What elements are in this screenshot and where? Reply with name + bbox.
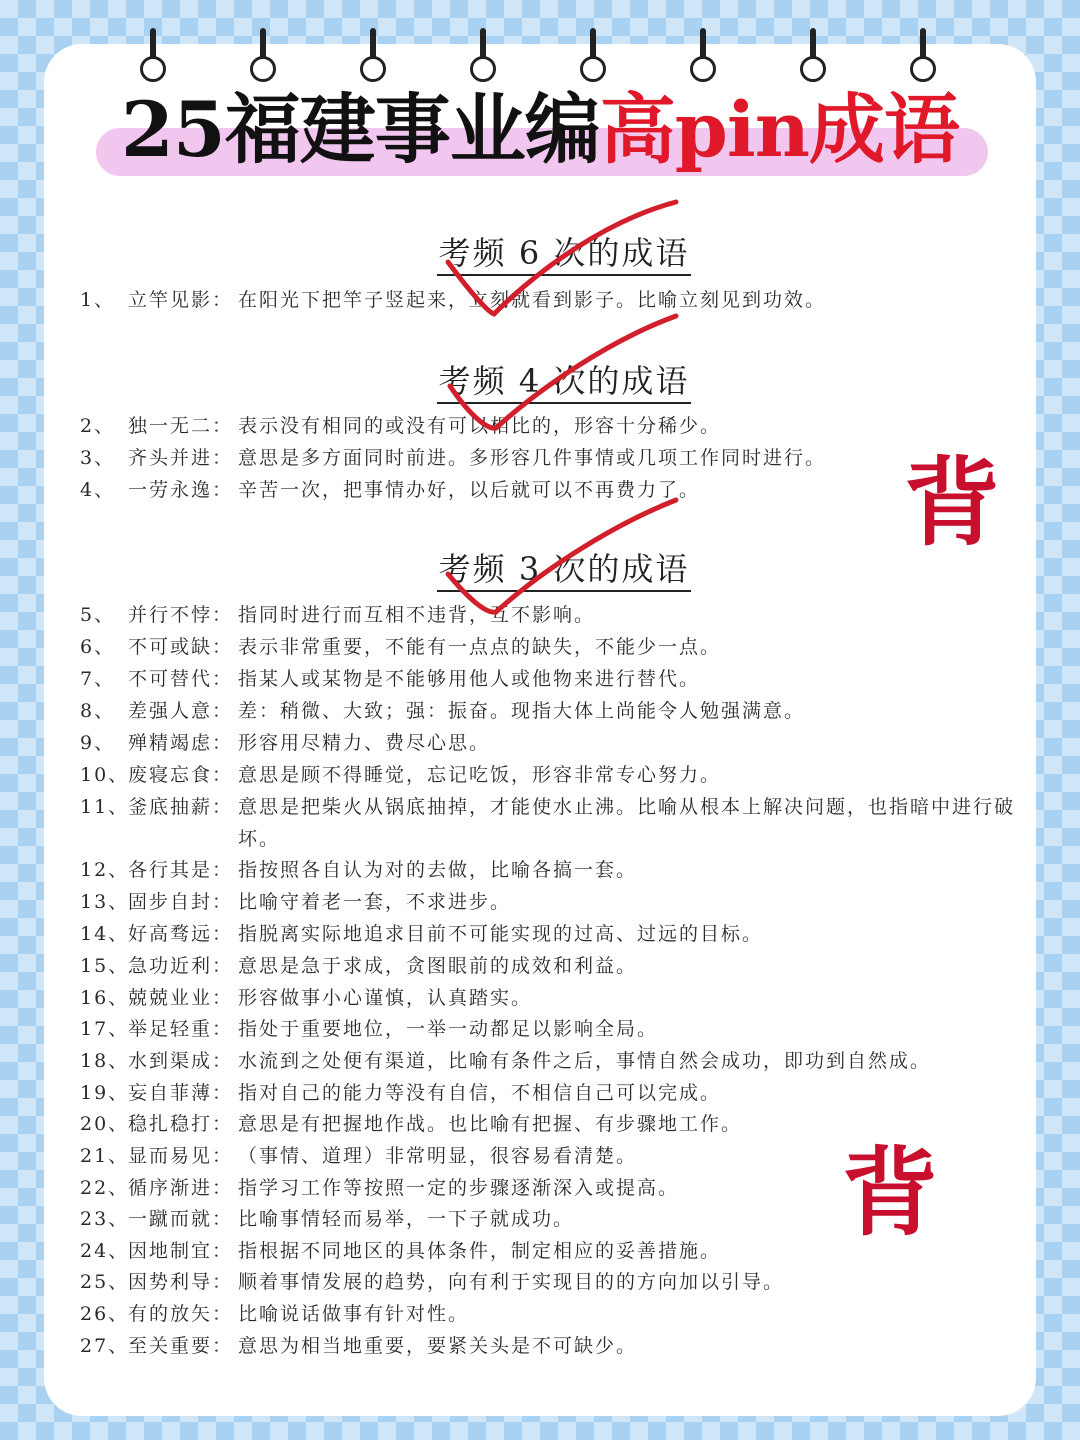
section-heading: 考频 4 次的成语 [0, 356, 1080, 402]
idiom-definition: 比喻守着老一套，不求进步。 [238, 891, 512, 913]
binder-ring [360, 28, 386, 88]
binder-ring [910, 28, 936, 88]
idiom-term: 废寝忘食： [128, 764, 234, 786]
idiom-definition: 辛苦一次，把事情办好，以后就可以不再费力了。 [238, 479, 701, 501]
idiom-definition: 指脱离实际地追求目前不可能实现的过高、过远的目标。 [238, 923, 764, 945]
idiom-number: 19、 [80, 1082, 130, 1104]
idiom-number: 3、 [80, 447, 116, 469]
idiom-number: 15、 [80, 955, 130, 977]
binder-ring [140, 28, 166, 88]
idiom-term: 固步自封： [128, 891, 234, 913]
idiom-number: 14、 [80, 923, 130, 945]
idiom-number: 13、 [80, 891, 130, 913]
idiom-definition: 比喻说话做事有针对性。 [238, 1303, 470, 1325]
idiom-number: 21、 [80, 1145, 130, 1167]
idiom-definition: 意思是有把握地作战。也比喻有把握、有步骤地工作。 [238, 1113, 743, 1135]
idiom-definition: 意思是顾不得睡觉，忘记吃饭，形容非常专心努力。 [238, 764, 722, 786]
idiom-term: 循序渐进： [128, 1177, 234, 1199]
idiom-term: 举足轻重： [128, 1018, 234, 1040]
idiom-term: 独一无二： [128, 415, 234, 437]
idiom-number: 18、 [80, 1050, 130, 1072]
idiom-term: 有的放矢： [128, 1303, 234, 1325]
idiom-number: 4、 [80, 479, 116, 501]
idiom-number: 27、 [80, 1335, 130, 1357]
idiom-term: 水到渠成： [128, 1050, 234, 1072]
idiom-number: 5、 [80, 604, 116, 626]
idiom-definition: （事情、道理）非常明显，很容易看清楚。 [238, 1145, 638, 1167]
idiom-definition: 指学习工作等按照一定的步骤逐渐深入或提高。 [238, 1177, 680, 1199]
idiom-term: 妄自菲薄： [128, 1082, 234, 1104]
idiom-number: 24、 [80, 1240, 130, 1262]
idiom-term: 立竿见影： [128, 289, 234, 311]
memorize-stamp: 背 [842, 1137, 938, 1249]
idiom-number: 6、 [80, 636, 116, 658]
idiom-term: 因势利导： [128, 1271, 234, 1293]
idiom-number: 2、 [80, 415, 116, 437]
idiom-term: 并行不悖： [128, 604, 234, 626]
idiom-definition: 意思是多方面同时前进。多形容几件事情或几项工作同时进行。 [238, 447, 827, 469]
idiom-number: 23、 [80, 1208, 130, 1230]
memorize-stamp: 背 [904, 447, 1000, 559]
binder-ring [250, 28, 276, 88]
idiom-number: 25、 [80, 1271, 130, 1293]
idiom-term: 差强人意： [128, 700, 234, 722]
binder-ring [470, 28, 496, 88]
idiom-number: 26、 [80, 1303, 130, 1325]
idiom-term: 不可或缺： [128, 636, 234, 658]
idiom-definition: 形容用尽精力、费尽心思。 [238, 732, 491, 754]
page-title [0, 82, 1080, 178]
idiom-definition: 意思是急于求成，贪图眼前的成效和利益。 [238, 955, 638, 977]
idiom-term: 不可替代： [128, 668, 234, 690]
idiom-term: 至关重要： [128, 1335, 234, 1357]
idiom-definition: 形容做事小心谨慎，认真踏实。 [238, 987, 533, 1009]
idiom-term: 釜底抽薪： [128, 796, 234, 818]
idiom-definition: 表示非常重要，不能有一点点的缺失，不能少一点。 [238, 636, 722, 658]
idiom-definition: 比喻事情轻而易举，一下子就成功。 [238, 1208, 575, 1230]
idiom-definition: 指同时进行而互相不违背，互不影响。 [238, 604, 596, 626]
idiom-definition: 指对自己的能力等没有自信，不相信自己可以完成。 [238, 1082, 722, 1104]
idiom-number: 16、 [80, 987, 130, 1009]
idiom-term: 好高骛远： [128, 923, 234, 945]
binder-ring [690, 28, 716, 88]
idiom-term: 齐头并进： [128, 447, 234, 469]
idiom-term: 兢兢业业： [128, 987, 234, 1009]
idiom-definition: 意思为相当地重要，要紧关头是不可缺少。 [238, 1335, 638, 1357]
idiom-definition: 水流到之处便有渠道，比喻有条件之后，事情自然会成功，即功到自然成。 [238, 1050, 932, 1072]
idiom-definition: 顺着事情发展的趋势，向有利于实现目的的方向加以引导。 [238, 1271, 785, 1293]
idiom-number: 22、 [80, 1177, 130, 1199]
idiom-number: 17、 [80, 1018, 130, 1040]
idiom-definition: 指按照各自认为对的去做，比喻各搞一套。 [238, 859, 638, 881]
idiom-number: 11、 [80, 796, 130, 818]
idiom-term: 殚精竭虑： [128, 732, 234, 754]
idiom-term: 因地制宜： [128, 1240, 234, 1262]
idiom-definition: 指处于重要地位，一举一动都足以影响全局。 [238, 1018, 659, 1040]
idiom-number: 12、 [80, 859, 130, 881]
title-main: 25福建事业编 [120, 85, 600, 174]
idiom-term: 一蹴而就： [128, 1208, 234, 1230]
idiom-definition: 差：稍微、大致；强：振奋。现指大体上尚能令人勉强满意。 [238, 700, 806, 722]
idiom-number: 20、 [80, 1113, 130, 1135]
idiom-term: 显而易见： [128, 1145, 234, 1167]
idiom-term: 一劳永逸： [128, 479, 234, 501]
binder-ring [580, 28, 606, 88]
idiom-definition: 意思是把柴火从锅底抽掉，才能使水止沸。比喻从根本上解决问题，也指暗中进行破坏。 [238, 796, 1016, 850]
binder-rings [0, 28, 1080, 88]
idiom-number: 10、 [80, 764, 130, 786]
idiom-number: 8、 [80, 700, 116, 722]
idiom-definition: 指根据不同地区的具体条件，制定相应的妥善措施。 [238, 1240, 722, 1262]
section-heading: 考频 6 次的成语 [0, 228, 1080, 274]
idiom-definition: 指某人或某物是不能够用他人或他物来进行替代。 [238, 668, 701, 690]
binder-ring [800, 28, 826, 88]
idiom-definition: 在阳光下把竿子竖起来，立刻就看到影子。比喻立刻见到功效。 [238, 289, 827, 311]
idiom-term: 急功近利： [128, 955, 234, 977]
idiom-number: 9、 [80, 732, 116, 754]
idiom-definition: 表示没有相同的或没有可以相比的，形容十分稀少。 [238, 415, 722, 437]
title-accent: 高pin成语 [599, 85, 960, 174]
idiom-number: 1、 [80, 289, 116, 311]
idiom-term: 各行其是： [128, 859, 234, 881]
section-heading: 考频 3 次的成语 [0, 544, 1080, 590]
idiom-term: 稳扎稳打： [128, 1113, 234, 1135]
idiom-number: 7、 [80, 668, 116, 690]
